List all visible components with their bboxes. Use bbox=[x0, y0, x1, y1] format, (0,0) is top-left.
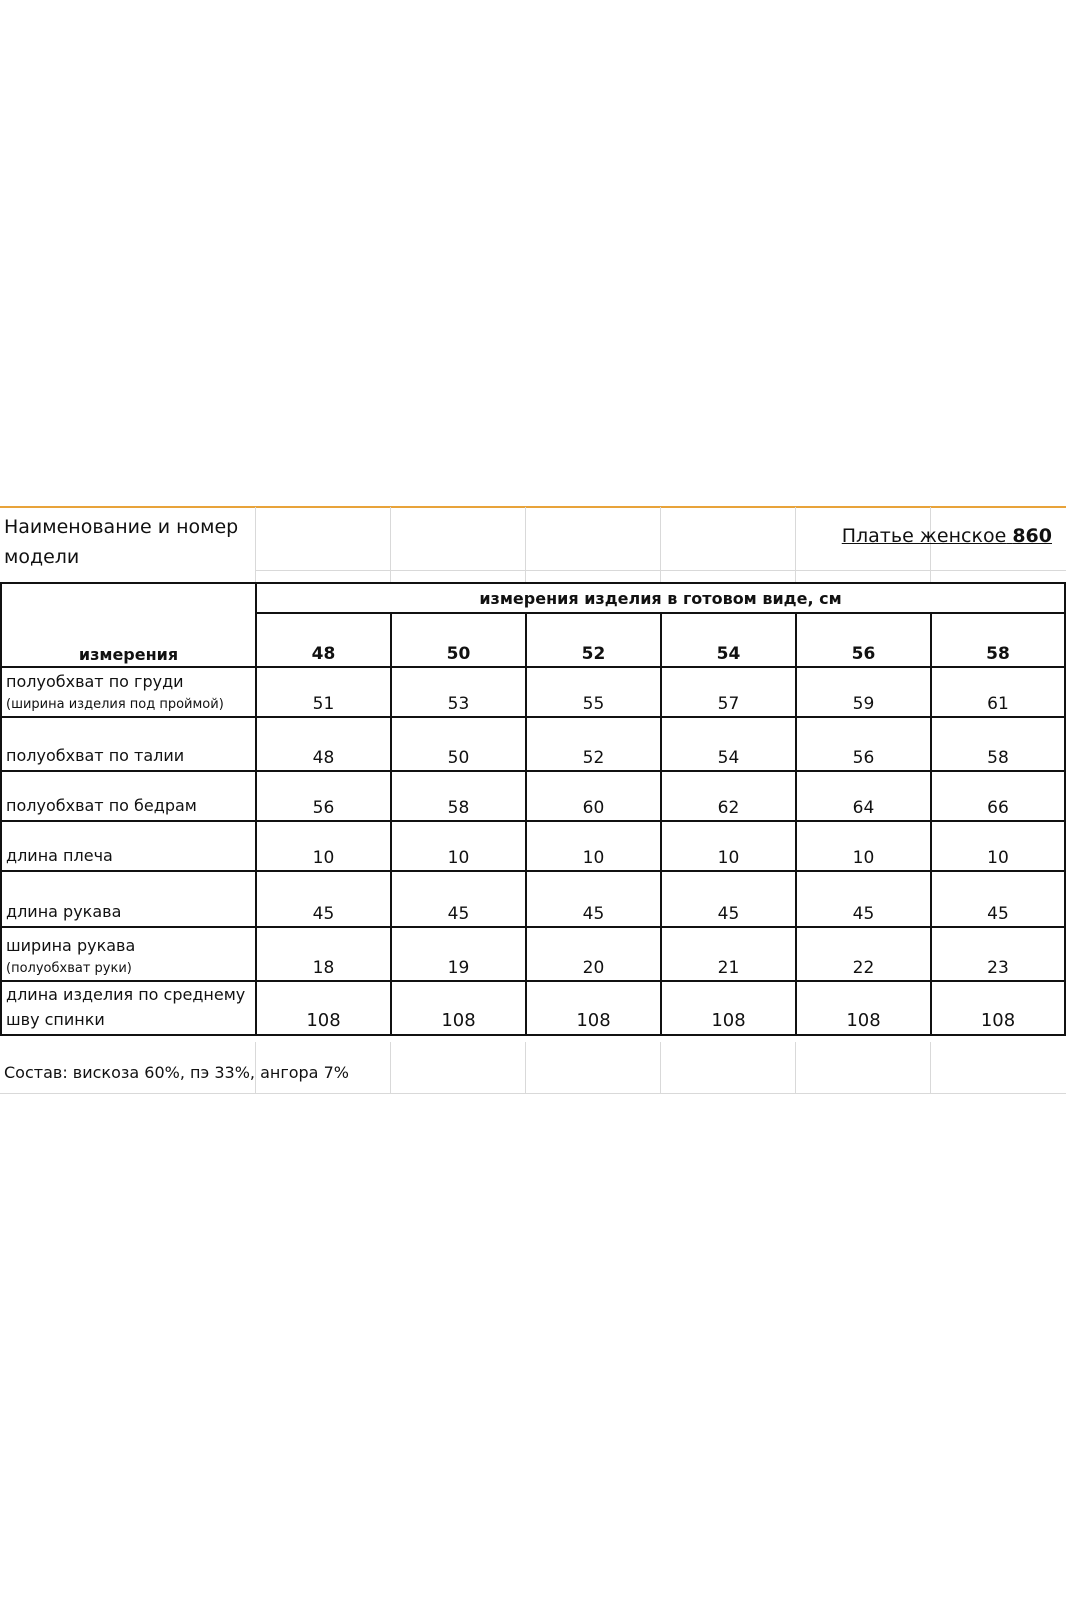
row-sublabel: (полуобхват руки) bbox=[6, 961, 132, 976]
grid-line bbox=[660, 1042, 661, 1094]
value-cell: 45 bbox=[526, 871, 661, 927]
value-cell: 108 bbox=[661, 981, 796, 1035]
row-label: длина рукава bbox=[6, 902, 122, 921]
value-cell: 10 bbox=[661, 821, 796, 871]
value-cell: 54 bbox=[661, 717, 796, 771]
value-cell: 55 bbox=[526, 667, 661, 717]
value-cell: 108 bbox=[796, 981, 931, 1035]
grid-line bbox=[390, 1042, 391, 1094]
value-cell: 108 bbox=[526, 981, 661, 1035]
grid-line bbox=[525, 1042, 526, 1094]
value-cell: 50 bbox=[391, 717, 526, 771]
grid-line bbox=[795, 1042, 796, 1094]
grid-line bbox=[0, 1093, 1066, 1094]
value-cell: 45 bbox=[256, 871, 391, 927]
value-cell: 108 bbox=[931, 981, 1065, 1035]
table-row bbox=[1, 981, 1065, 1035]
size-table bbox=[0, 582, 1066, 1036]
row-label-cell bbox=[1, 927, 256, 981]
model-label: Наименование и номер модели bbox=[4, 516, 239, 568]
table-row bbox=[1, 871, 1065, 927]
value-cell: 10 bbox=[931, 821, 1065, 871]
table-row bbox=[1, 821, 1065, 871]
value-cell: 58 bbox=[391, 771, 526, 821]
value-cell: 58 bbox=[931, 717, 1065, 771]
row-label-cell bbox=[1, 667, 256, 717]
size-header: 48 bbox=[256, 613, 391, 667]
value-cell: 45 bbox=[391, 871, 526, 927]
value-cell: 10 bbox=[256, 821, 391, 871]
value-cell: 53 bbox=[391, 667, 526, 717]
row-header-cell bbox=[1, 583, 256, 667]
row-label-cell bbox=[1, 981, 256, 1035]
model-name: Платье женское bbox=[841, 525, 1007, 547]
row-header: измерения bbox=[78, 645, 179, 664]
value-cell: 62 bbox=[661, 771, 796, 821]
value-cell: 108 bbox=[256, 981, 391, 1035]
value-cell: 52 bbox=[526, 717, 661, 771]
value-cell: 18 bbox=[256, 927, 391, 981]
row-label: ширина рукава bbox=[6, 936, 136, 955]
row-label-cell bbox=[1, 871, 256, 927]
value-cell: 61 bbox=[931, 667, 1065, 717]
row-sublabel: (ширина изделия под проймой) bbox=[6, 697, 224, 712]
span-header-row bbox=[1, 583, 1065, 613]
size-header: 52 bbox=[526, 613, 661, 667]
composition-note: Состав: вискоза 60%, пэ 33%, ангора 7% bbox=[4, 1063, 349, 1082]
value-cell: 57 bbox=[661, 667, 796, 717]
table-row bbox=[1, 667, 1065, 717]
model-value bbox=[842, 525, 1052, 547]
table-row bbox=[1, 771, 1065, 821]
value-cell: 45 bbox=[931, 871, 1065, 927]
size-header: 54 bbox=[661, 613, 796, 667]
size-header: 50 bbox=[391, 613, 526, 667]
size-header: 58 bbox=[931, 613, 1065, 667]
table-row bbox=[1, 927, 1065, 981]
value-cell: 64 bbox=[796, 771, 931, 821]
value-cell: 60 bbox=[526, 771, 661, 821]
value-cell: 48 bbox=[256, 717, 391, 771]
row-label: длина плеча bbox=[6, 846, 113, 865]
size-header: 56 bbox=[796, 613, 931, 667]
value-cell: 10 bbox=[526, 821, 661, 871]
value-cell: 21 bbox=[661, 927, 796, 981]
value-cell: 45 bbox=[661, 871, 796, 927]
row-label: полуобхват по груди bbox=[6, 672, 184, 691]
row-label: длина изделия по среднему шву спинки bbox=[6, 985, 246, 1029]
row-label-cell bbox=[1, 821, 256, 871]
value-cell: 10 bbox=[391, 821, 526, 871]
sheet-top-border bbox=[0, 506, 1066, 508]
value-cell: 59 bbox=[796, 667, 931, 717]
value-cell: 10 bbox=[796, 821, 931, 871]
value-cell: 45 bbox=[796, 871, 931, 927]
value-cell: 23 bbox=[931, 927, 1065, 981]
value-cell: 20 bbox=[526, 927, 661, 981]
span-header: измерения изделия в готовом виде, см bbox=[256, 583, 1065, 613]
grid-line bbox=[930, 1042, 931, 1094]
table-row bbox=[1, 717, 1065, 771]
row-label: полуобхват по талии bbox=[6, 746, 185, 765]
grid-line bbox=[255, 570, 1066, 571]
value-cell: 108 bbox=[391, 981, 526, 1035]
model-number: 860 bbox=[1012, 525, 1052, 547]
value-cell: 66 bbox=[931, 771, 1065, 821]
value-cell: 51 bbox=[256, 667, 391, 717]
row-label: полуобхват по бедрам bbox=[6, 796, 197, 815]
value-cell: 22 bbox=[796, 927, 931, 981]
row-label-cell bbox=[1, 771, 256, 821]
row-label-cell bbox=[1, 717, 256, 771]
value-cell: 56 bbox=[796, 717, 931, 771]
value-cell: 19 bbox=[391, 927, 526, 981]
value-cell: 56 bbox=[256, 771, 391, 821]
